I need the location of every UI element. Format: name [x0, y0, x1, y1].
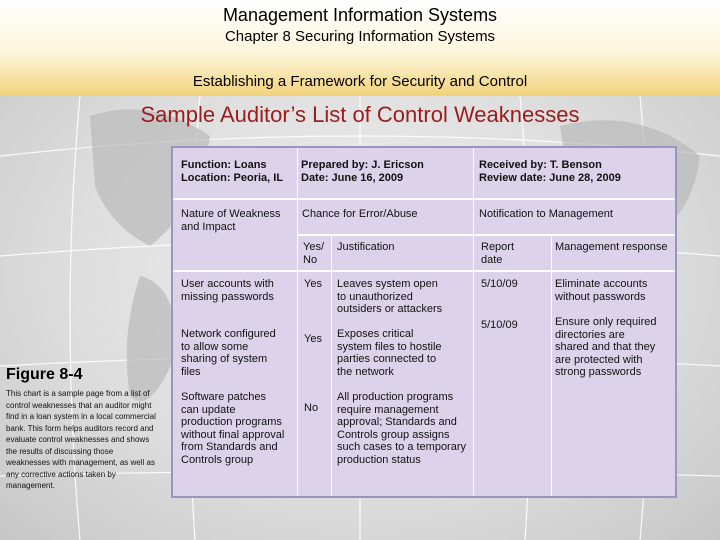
col-header-chance: Chance for Error/Abuse [302, 208, 418, 220]
divider-col4 [551, 234, 552, 496]
row2-yesno: Yes [304, 333, 322, 345]
divider-col1 [297, 148, 298, 496]
prepared-line: Prepared by: J. Ericson [301, 159, 424, 171]
row1-justification: Leaves system open to unauthorized outsiders or attackers [337, 278, 443, 315]
auditor-weakness-form [171, 146, 677, 498]
row2-justification: Exposes critical system files to hostile parties connected to the network [337, 328, 442, 378]
col-header-report-date: Report date [481, 241, 515, 266]
figure-label: Figure 8-4 [6, 366, 83, 383]
row3-justification: All production programs require management approval; Standards and Controls group assigns such cases to a temporary production status [337, 391, 467, 466]
date-line: Date: June 16, 2009 [301, 172, 404, 184]
divider-subheader [297, 234, 675, 236]
figure-caption: This chart is a sample page from a list of control weaknesses that an auditor might find in a loan system in a local commercial bank. This form helps auditors record and evaluate control weaknesses and shows the results of discussing those weaknesses with management, as well as any corrective actions taken by management. [6, 389, 156, 490]
slide-title: Sample Auditor’s List of Control Weaknesses [140, 102, 580, 127]
row1-nature: User accounts with missing passwords [181, 278, 274, 303]
header-chapter: Chapter 8 Securing Information Systems [224, 28, 496, 45]
col-header-notification: Notification to Management [479, 208, 613, 220]
divider-columns [173, 270, 675, 272]
function-line: Function: Loans [181, 159, 267, 171]
received-line: Received by: T. Benson [479, 159, 602, 171]
row3-yesno: No [304, 402, 319, 414]
row2-response: Ensure only required directories are shared and that they are protected with strong passwords [555, 316, 657, 378]
row1-report-date: 5/10/09 [481, 278, 518, 290]
col-header-yesno: Yes/ No [303, 241, 325, 266]
divider-col2 [331, 234, 332, 496]
col-header-justification: Justification [337, 241, 395, 253]
row2-report-date: 5/10/09 [481, 319, 518, 331]
col-header-mgmt-response: Management response [555, 241, 668, 253]
divider-col3 [473, 148, 474, 496]
row3-nature: Software patches can update production programs without final approval from Standards and Controls group [181, 391, 285, 466]
row1-yesno: Yes [304, 278, 322, 290]
header-section: Establishing a Framework for Security and Control [192, 73, 528, 90]
row2-nature: Network configured to allow some sharing of system files [181, 328, 276, 378]
col-header-nature: Nature of Weakness and Impact [181, 208, 281, 233]
review-line: Review date: June 28, 2009 [479, 172, 621, 184]
header-title: Management Information Systems [222, 5, 498, 25]
divider-header [173, 198, 675, 200]
location-line: Location: Peoria, IL [181, 172, 284, 184]
row1-response: Eliminate accounts without passwords [555, 278, 648, 303]
